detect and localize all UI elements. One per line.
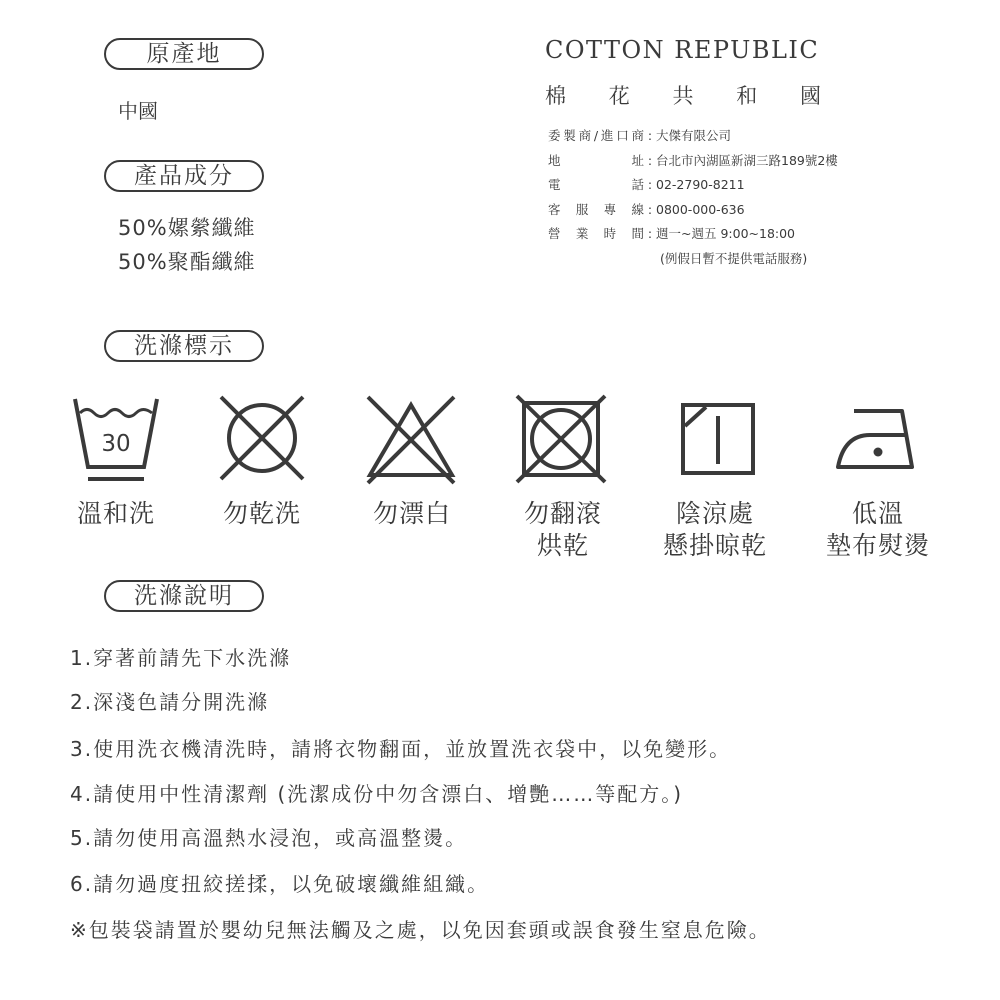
no-tumble-dry-icon: [514, 393, 608, 485]
contact-note: (例假日暫不提供電話服務): [660, 250, 808, 266]
contact-value: 0800-000-636: [656, 201, 745, 217]
contact-label: 委 製 商 / 進 口 商: [548, 128, 644, 143]
instruction-item: 2.深淺色請分開洗滌: [70, 690, 270, 714]
instruction-warning: ※包裝袋請置於嬰幼兒無法觸及之處，以免因套頭或誤食發生窒息危險。: [70, 918, 771, 942]
contact-value: 02-2790-8211: [656, 177, 745, 192]
symbol-label-low-iron: 低溫 墊布熨燙: [825, 499, 930, 560]
instruction-item: 4.請使用中性清潔劑 (洗潔成份中勿含漂白、增艷……等配方。): [70, 782, 684, 806]
contact-label: 地 址: [548, 152, 644, 168]
material-title: 產品成分: [104, 160, 264, 192]
care-title: 洗滌標示: [104, 330, 264, 362]
symbol-label-wash: 溫和洗: [76, 499, 155, 528]
contact-row-service-line: 客 服 專 線 : 0800-000-636: [548, 198, 838, 223]
instruction-item: 5.請勿使用高溫熱水浸泡，或高溫整燙。: [70, 826, 468, 850]
origin-title: 原產地: [104, 38, 264, 70]
contact-label: 電 話: [548, 177, 644, 192]
contact-value: 大傑有限公司: [656, 128, 732, 143]
symbol-label-no-dry-clean: 勿乾洗: [222, 499, 301, 528]
symbol-label-shade-dry: 陰涼處 懸掛晾乾: [662, 499, 767, 560]
contact-row-hours: 營 業 時 間 : 週一~週五 9:00~18:00: [548, 222, 838, 247]
instruction-item: 3.使用洗衣機清洗時，請將衣物翻面，並放置洗衣袋中，以免變形。: [70, 737, 732, 761]
shade-line-dry-icon: [680, 402, 756, 476]
brand-zh-char: 國: [800, 84, 821, 108]
origin-value: 中國: [118, 99, 158, 123]
instruction-item: 6.請勿過度扭絞搓揉，以免破壞纖維組織。: [70, 872, 490, 896]
symbol-label-no-bleach: 勿漂白: [372, 499, 451, 528]
brand-name-en: COTTON REPUBLIC: [545, 36, 820, 64]
material-line-1: 50%嫘縈纖維: [118, 216, 256, 240]
instructions-title: 洗滌說明: [104, 580, 264, 612]
wash-30-tub-icon: [70, 395, 162, 485]
brand-name-zh: [545, 80, 821, 110]
wash-temperature-badge: 30: [101, 431, 131, 457]
contact-value: 台北市內湖區新湖三路189號2樓: [656, 152, 838, 168]
brand-zh-char: 花: [608, 84, 630, 108]
brand-zh-char: 和: [736, 84, 758, 108]
instruction-item: 1.穿著前請先下水洗滌: [70, 646, 292, 670]
no-bleach-icon: [364, 395, 458, 485]
contact-row-address: 地 址 : 台北市內湖區新湖三路189號2樓: [548, 149, 838, 174]
brand-zh-char: 棉: [545, 84, 566, 108]
contact-value: 週一~週五 9:00~18:00: [656, 226, 796, 241]
iron-dot-low: [874, 448, 883, 457]
brand-zh-char: 共: [672, 84, 694, 108]
no-dry-clean-icon: [215, 393, 309, 483]
low-iron-icon: [832, 405, 918, 471]
contact-label: 客 服 專 線: [548, 201, 644, 217]
symbol-label-no-tumble-dry: 勿翻滾 烘乾: [523, 499, 602, 560]
material-line-2: 50%聚酯纖維: [118, 250, 256, 274]
contact-row-phone: 電 話 : 02-2790-8211: [548, 173, 838, 198]
contact-label: 營 業 時 間: [548, 226, 644, 241]
contact-row-importer: 委 製 商 / 進 口 商 : 大傑有限公司: [548, 124, 838, 149]
contact-block: [548, 124, 838, 271]
